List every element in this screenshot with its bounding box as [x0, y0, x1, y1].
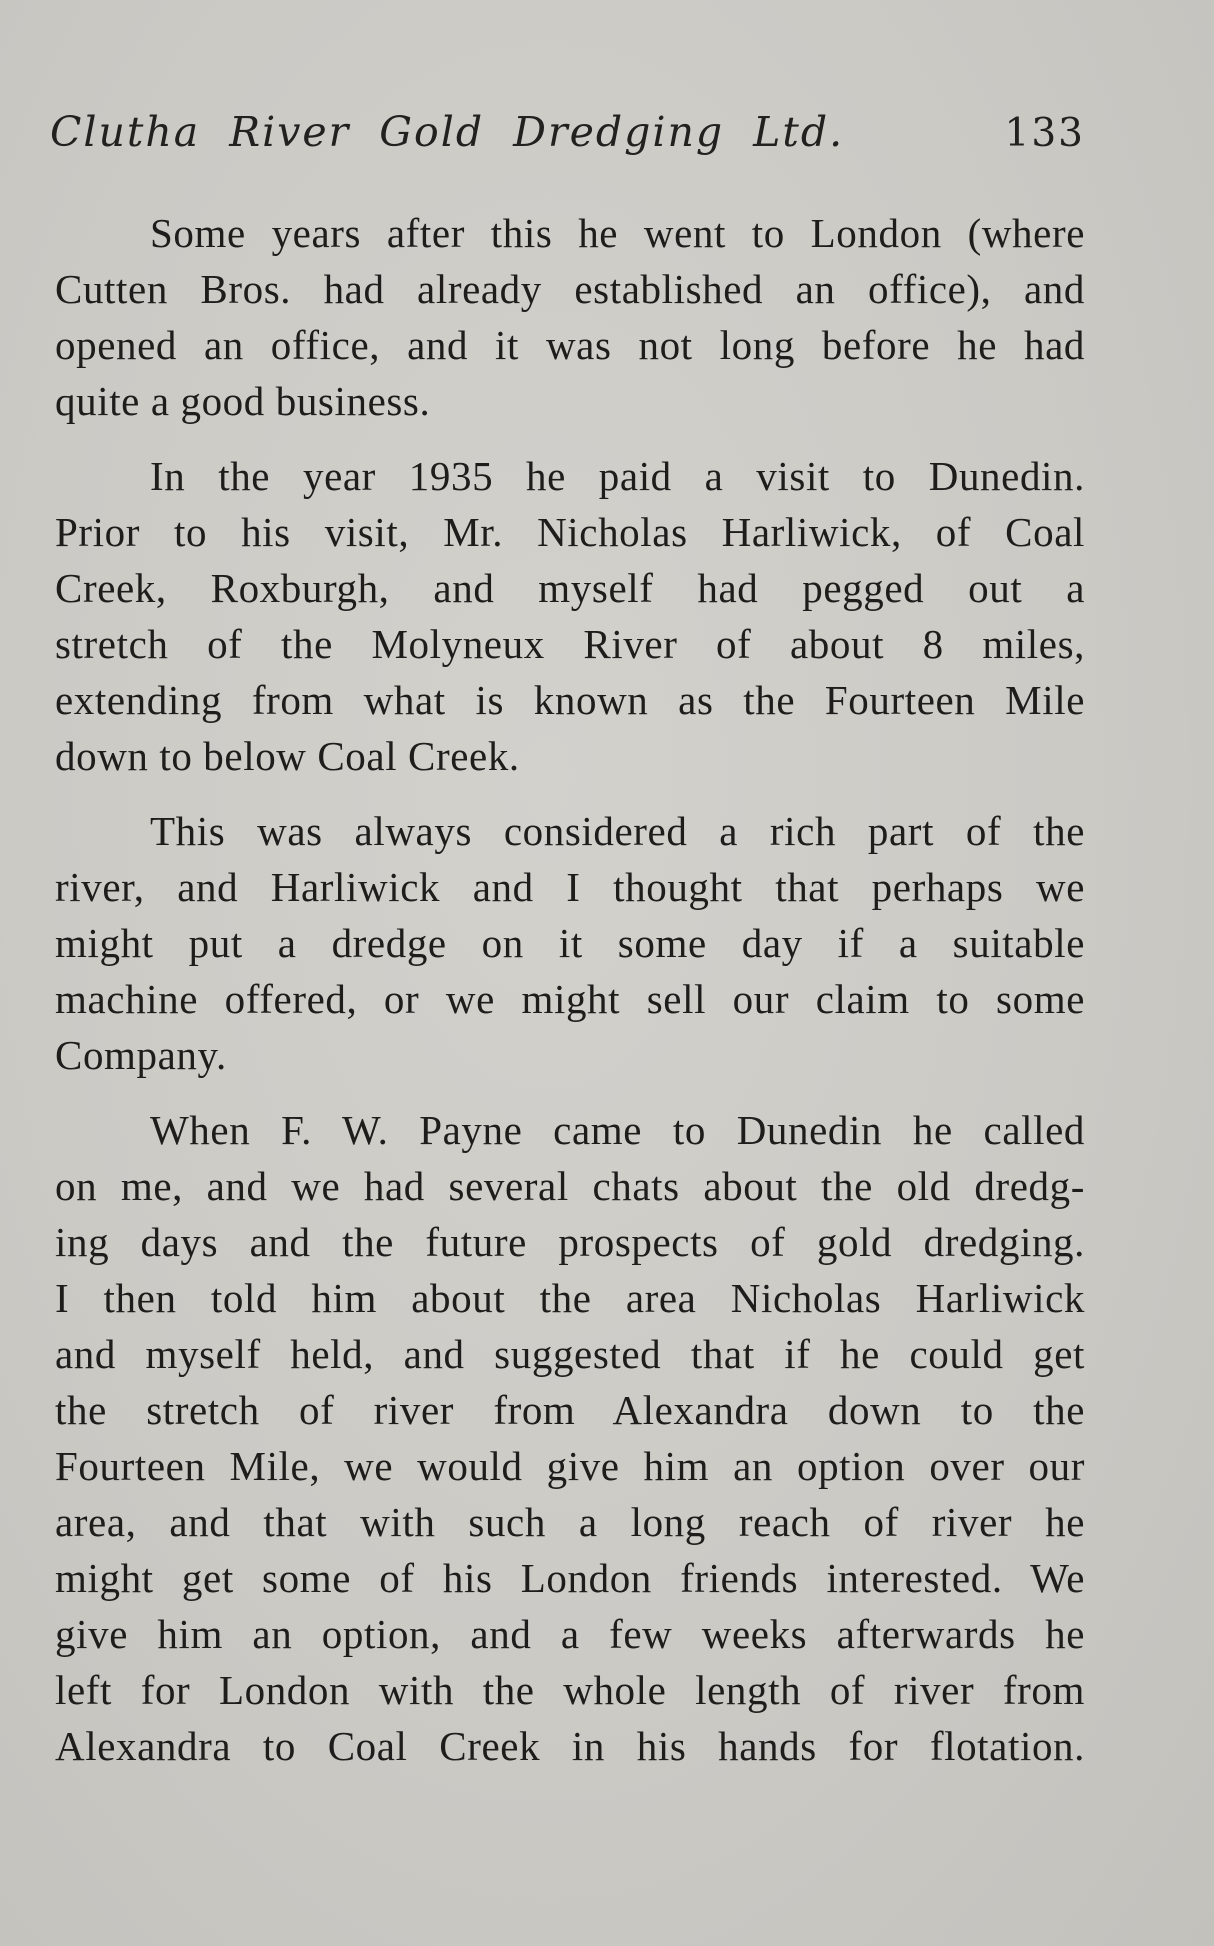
text-line: opened an office, and it was not long before he had: [55, 322, 1085, 368]
paragraph-2: [55, 448, 1085, 784]
text-line: quite a good business.: [55, 378, 431, 424]
text-line: left for London with the whole length of river from: [55, 1667, 1085, 1713]
running-title: Clutha River Gold Dredging Ltd.: [50, 108, 845, 156]
text-line: on me, and we had several chats about the old dredg-: [55, 1163, 1085, 1209]
text-line: Company.: [55, 1032, 227, 1078]
text-line: give him an option, and a few weeks afterwards he: [55, 1611, 1085, 1657]
body-text: [55, 205, 1085, 1793]
running-head: [50, 108, 1085, 168]
page-number: 133: [1004, 111, 1085, 156]
paragraph-1: [55, 205, 1085, 429]
text-line: Cutten Bros. had already established an office), and: [55, 266, 1085, 312]
text-line: This was always considered a rich part of the: [150, 808, 1085, 854]
text-line: might put a dredge on it some day if a suitable: [55, 920, 1085, 966]
text-line: river, and Harliwick and I thought that perhaps we: [55, 864, 1085, 910]
text-line: When F. W. Payne came to Dunedin he called: [150, 1107, 1085, 1153]
text-line: Creek, Roxburgh, and myself had pegged out a: [55, 565, 1085, 611]
text-line: and myself held, and suggested that if he could get: [55, 1331, 1085, 1377]
text-line: the stretch of river from Alexandra down to the: [55, 1387, 1085, 1433]
text-line: down to below Coal Creek.: [55, 733, 520, 779]
text-line: extending from what is known as the Fourteen Mile: [55, 677, 1085, 723]
text-line: Prior to his visit, Mr. Nicholas Harliwick, of Coal: [55, 509, 1085, 555]
paragraph-4: [55, 1102, 1085, 1774]
text-line: Fourteen Mile, we would give him an option over our: [55, 1443, 1085, 1489]
text-line: ing days and the future prospects of gold dredging.: [55, 1219, 1085, 1265]
text-line: machine offered, or we might sell our claim to some: [55, 976, 1085, 1022]
text-line: In the year 1935 he paid a visit to Dunedin.: [150, 453, 1085, 499]
text-line: Some years after this he went to London (where: [150, 210, 1085, 256]
text-line: might get some of his London friends interested. We: [55, 1555, 1085, 1601]
text-line: Alexandra to Coal Creek in his hands for flotation.: [55, 1723, 1085, 1769]
text-line: I then told him about the area Nicholas Harliwick: [55, 1275, 1085, 1321]
text-line: stretch of the Molyneux River of about 8 miles,: [55, 621, 1085, 667]
text-line: area, and that with such a long reach of river he: [55, 1499, 1085, 1545]
paragraph-3: [55, 803, 1085, 1083]
